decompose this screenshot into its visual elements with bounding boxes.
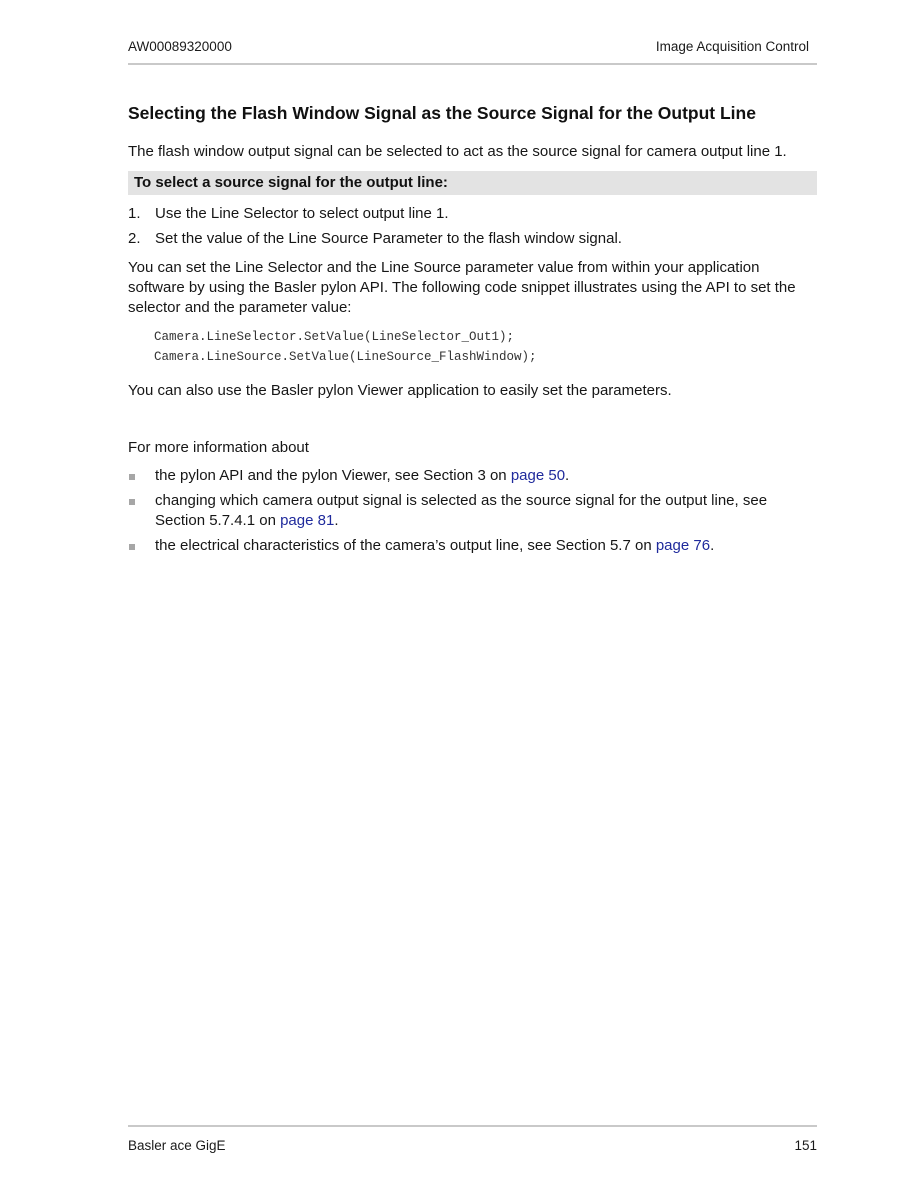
more-info-list [128,466,817,561]
more-info-item [128,491,817,531]
procedure-steps [128,204,817,254]
more-info-intro: For more information about [128,439,309,456]
code-line: Camera.LineSource.SetValue(LineSource_FlashWindow); [154,350,537,364]
square-bullet-icon [129,499,135,505]
chapter-title: Image Acquisition Control [655,39,809,54]
more-info-punct: . [710,537,715,554]
page-link[interactable]: page 50 [510,467,566,484]
document-id: AW00089320000 [128,39,232,54]
api-paragraph: You can set the Line Selector and the Line Source parameter value from within your application software by using the Basler pylon API. The following code snippet illustrates using the API to set the selector and the parameter value: [128,259,796,316]
footer-divider [128,1125,817,1127]
page-header [128,38,817,56]
procedure-heading-bar [128,171,817,195]
more-info-text: the pylon API and the pylon Viewer, see Section 3 on [155,467,511,484]
more-info-item [128,536,817,556]
page-link[interactable]: page 81 [280,512,335,529]
step-number: 2. [128,230,141,247]
header-divider [128,63,817,65]
square-bullet-icon [129,474,135,480]
product-name: Basler ace GigE [128,1138,226,1153]
page-number: 151 [794,1138,817,1153]
step-text: Use the Line Selector to select output line 1. [155,205,449,222]
more-info-text: changing which camera output signal is selected as the source signal for the output line, see Section 5.7.4.1 on [155,492,768,529]
viewer-paragraph: You can also use the Basler pylon Viewer application to easily set the parameters. [128,382,672,399]
procedure-step [128,229,817,249]
section-title: Selecting the Flash Window Signal as the Source Signal for the Output Line [128,103,756,123]
more-info-item [128,466,817,486]
page-link[interactable]: page 76 [655,537,711,554]
procedure-step [128,204,817,224]
more-info-punct: . [565,467,570,484]
document-page [128,0,817,1197]
step-number: 1. [128,205,141,222]
more-info-text: the electrical characteristics of the camera’s output line, see Section 5.7 on [155,537,656,554]
intro-paragraph: The flash window output signal can be selected to act as the source signal for camera output line 1. [128,143,787,160]
square-bullet-icon [129,544,135,550]
procedure-heading: To select a source signal for the output line: [134,174,448,191]
code-line: Camera.LineSelector.SetValue(LineSelector_Out1); [154,330,515,344]
step-text: Set the value of the Line Source Parameter to the flash window signal. [155,230,622,247]
page-footer [128,1137,817,1155]
more-info-punct: . [334,512,339,529]
code-snippet [154,327,537,367]
